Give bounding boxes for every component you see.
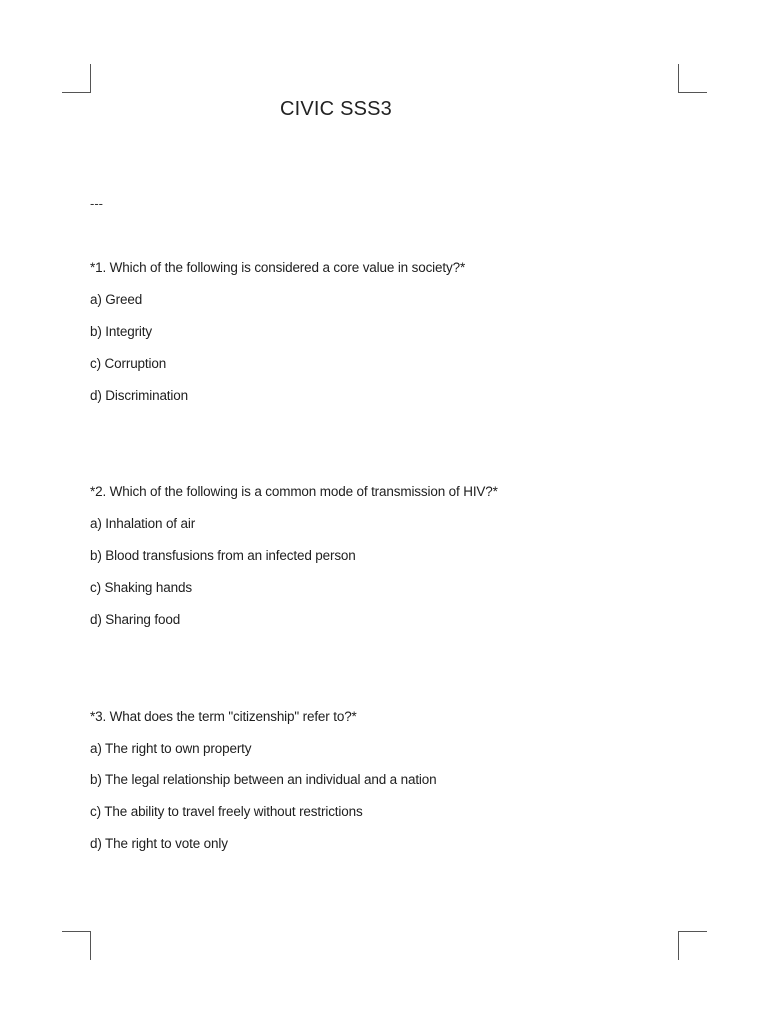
- question-2-text: *2. Which of the following is a common mode of transmission of HIV?*: [90, 484, 498, 499]
- question-3-option-b: b) The legal relationship between an individual and a nation: [90, 772, 437, 787]
- question-1-option-c: c) Corruption: [90, 356, 167, 371]
- crop-mark-top-left: [62, 64, 91, 93]
- document-title: CIVIC SSS3: [279, 98, 393, 120]
- question-3-option-d: d) The right to vote only: [90, 836, 228, 851]
- question-3-option-c: c) The ability to travel freely without restrictions: [90, 804, 363, 819]
- question-2-option-a: a) Inhalation of air: [90, 516, 196, 531]
- question-1-option-b: b) Integrity: [90, 324, 152, 339]
- question-1-option-d: d) Discrimination: [90, 388, 188, 403]
- question-3-option-a: a) The right to own property: [90, 741, 252, 756]
- question-2-option-b: b) Blood transfusions from an infected person: [90, 548, 356, 563]
- question-2-option-d: d) Sharing food: [90, 612, 181, 627]
- question-2-option-c: c) Shaking hands: [90, 580, 192, 595]
- crop-mark-bottom-left: [62, 931, 91, 960]
- question-1-option-a: a) Greed: [90, 292, 143, 307]
- crop-mark-top-right: [678, 64, 707, 93]
- question-1-text: *1. Which of the following is considered a core value in society?*: [90, 260, 466, 275]
- question-3-text: *3. What does the term "citizenship" refer to?*: [90, 709, 357, 724]
- crop-mark-bottom-right: [678, 931, 707, 960]
- separator-text: ---: [90, 196, 103, 211]
